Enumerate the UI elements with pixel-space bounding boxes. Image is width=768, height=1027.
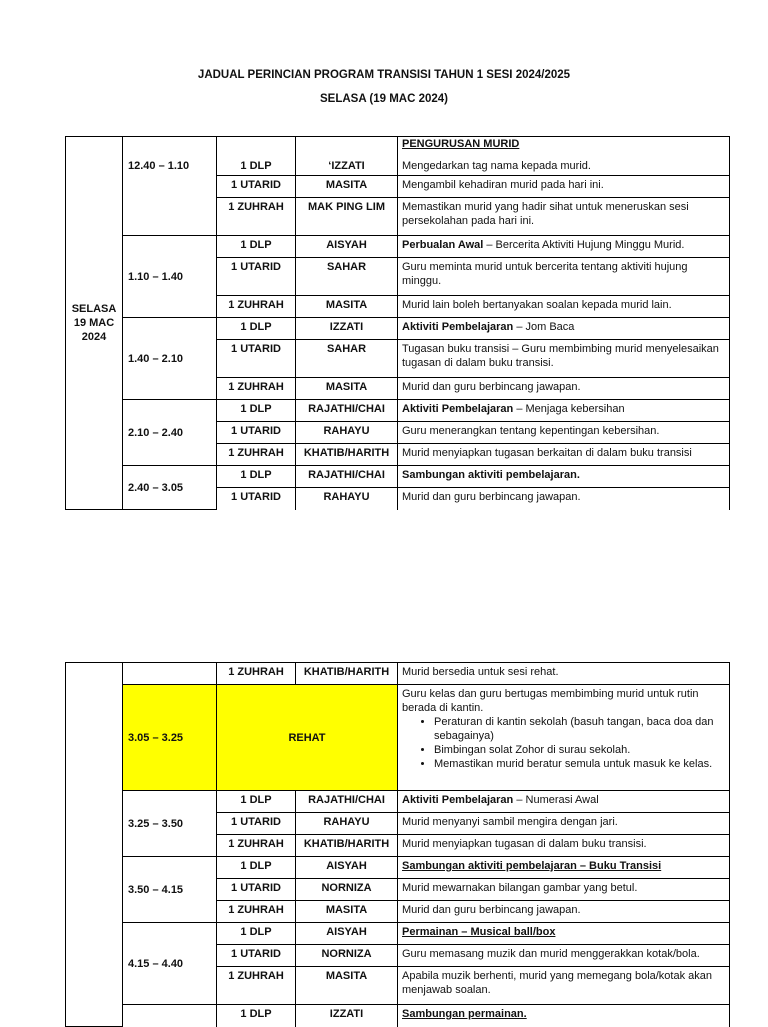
class-cell: 1 UTARID (217, 422, 296, 444)
activity-cell: Guru menerangkan tentang kepentingan kebersihan. (398, 422, 730, 444)
list-item: • Peraturan di kantin sekolah (basuh tangan, baca doa dan sebagainya) (434, 715, 725, 743)
activity-cell: Perbualan Awal – Bercerita Aktiviti Hujung Minggu Murid. (398, 236, 730, 258)
class-cell: 1 UTARID (217, 258, 296, 296)
page-title: JADUAL PERINCIAN PROGRAM TRANSISI TAHUN 1 SESI 2024/2025 (197, 69, 571, 81)
time-slot: 3.05 – 3.25 (123, 685, 217, 791)
activity-cell: Sambungan aktiviti pembelajaran. (398, 466, 730, 488)
class-cell: 1 ZUHRAH (217, 901, 296, 923)
teacher-cell: KHATIB/HARITH (296, 444, 398, 466)
teacher-cell: MASITA (296, 378, 398, 400)
activity-cell: Apabila muzik berhenti, murid yang memegang bola/kotak akan menjawab soalan. (398, 967, 730, 1005)
activity-cell: Murid mewarnakan bilangan gambar yang betul. (398, 879, 730, 901)
class-cell: 1 DLP (217, 318, 296, 340)
activity-cell: Murid menyiapkan tugasan berkaitan di dalam buku transisi (398, 444, 730, 466)
list-item: • Memastikan murid beratur semula untuk masuk ke kelas. (434, 757, 725, 771)
table-row (66, 137, 730, 176)
class-cell: 1 UTARID (217, 176, 296, 198)
teacher-cell: MAK PING LIM (296, 198, 398, 236)
time-slot-empty (123, 663, 217, 685)
time-slot: 3.25 – 3.50 (123, 791, 217, 857)
day-cell-continued (66, 663, 123, 1027)
class-cell: 1 DLP (217, 466, 296, 488)
table-row (66, 791, 730, 813)
class-cell: 1 DLP (217, 923, 296, 945)
class-cell: 1 ZUHRAH (217, 444, 296, 466)
teacher-cell: AISYAH (296, 923, 398, 945)
teacher-cell: SAHAR (296, 340, 398, 378)
activity-cell: Aktiviti Pembelajaran – Numerasi Awal (398, 791, 730, 813)
table-row (66, 857, 730, 879)
table-row (66, 685, 730, 791)
class-cell: 1 UTARID (217, 879, 296, 901)
section-heading: PENGURUSAN MURID (402, 138, 520, 150)
activity-cell: Sambungan permainan. (398, 1005, 730, 1027)
class-cell: 1 ZUHRAH (217, 378, 296, 400)
teacher-cell: ‘IZZATI (296, 137, 398, 176)
table-row (66, 400, 730, 422)
teacher-cell: RAHAYU (296, 488, 398, 510)
class-cell: 1 DLP (217, 137, 296, 176)
class-cell: 1 DLP (217, 857, 296, 879)
table-row (66, 1005, 730, 1027)
time-slot: 2.40 – 3.05 (123, 466, 217, 510)
teacher-cell: MASITA (296, 901, 398, 923)
activity-cell: Guru kelas dan guru bertugas membimbing murid untuk rutin berada di kantin. • Peraturan di kantin sekolah (basuh tangan, baca doa dan sebagainya) • Bimbingan solat Zohor di surau sekolah. • Memastikan murid beratur semula untuk masuk ke kelas. (398, 685, 730, 791)
class-cell: 1 DLP (217, 1005, 296, 1027)
teacher-cell: KHATIB/HARITH (296, 663, 398, 685)
activity-cell: Sambungan aktiviti pembelajaran – Buku Transisi (398, 857, 730, 879)
list-item: • Bimbingan solat Zohor di surau sekolah. (434, 743, 725, 757)
activity-cell: Murid menyiapkan tugasan di dalam buku transisi. (398, 835, 730, 857)
time-slot: 1.10 – 1.40 (123, 236, 217, 318)
teacher-cell: KHATIB/HARITH (296, 835, 398, 857)
rehat-label: REHAT (217, 685, 398, 791)
teacher-cell: MASITA (296, 296, 398, 318)
activity-cell: Memastikan murid yang hadir sihat untuk meneruskan sesi persekolahan pada hari ini. (398, 198, 730, 236)
rehat-list (402, 715, 725, 771)
teacher-cell: NORNIZA (296, 945, 398, 967)
teacher-cell: NORNIZA (296, 879, 398, 901)
activity-cell: Murid bersedia untuk sesi rehat. (398, 663, 730, 685)
teacher-cell: AISYAH (296, 857, 398, 879)
teacher-cell: AISYAH (296, 236, 398, 258)
activity-cell: Mengambil kehadiran murid pada hari ini. (398, 176, 730, 198)
class-cell: 1 ZUHRAH (217, 198, 296, 236)
class-cell: 1 DLP (217, 400, 296, 422)
activity-cell: Murid dan guru berbincang jawapan. (398, 488, 730, 510)
class-cell: 1 ZUHRAH (217, 835, 296, 857)
class-cell: 1 UTARID (217, 488, 296, 510)
time-slot: 2.10 – 2.40 (123, 400, 217, 466)
activity-cell: Guru meminta murid untuk bercerita tentang aktiviti hujung minggu. (398, 258, 730, 296)
class-cell: 1 DLP (217, 236, 296, 258)
teacher-cell: MASITA (296, 967, 398, 1005)
table-row (66, 318, 730, 340)
class-cell: 1 ZUHRAH (217, 967, 296, 1005)
activity-cell: Murid menyanyi sambil mengira dengan jari. (398, 813, 730, 835)
activity-cell: PENGURUSAN MURID Mengedarkan tag nama kepada murid. (398, 137, 730, 176)
table-row (66, 236, 730, 258)
time-slot: 12.40 – 1.10 (123, 137, 217, 236)
time-slot-empty (123, 1005, 217, 1027)
teacher-cell: RAJATHI/CHAI (296, 466, 398, 488)
activity-cell: Murid lain boleh bertanyakan soalan kepada murid lain. (398, 296, 730, 318)
activity-cell: Aktiviti Pembelajaran – Jom Baca (398, 318, 730, 340)
teacher-cell: RAHAYU (296, 422, 398, 444)
activity-cell: Murid dan guru berbincang jawapan. (398, 901, 730, 923)
time-slot: 4.15 – 4.40 (123, 923, 217, 1005)
class-cell: 1 UTARID (217, 340, 296, 378)
day-cell: SELASA 19 MAC 2024 (66, 137, 123, 510)
page-subtitle: SELASA (19 MAC 2024) (319, 93, 449, 105)
class-cell: 1 ZUHRAH (217, 663, 296, 685)
teacher-cell: IZZATI (296, 318, 398, 340)
teacher-cell: RAJATHI/CHAI (296, 791, 398, 813)
table-row (66, 923, 730, 945)
schedule-table-1 (65, 136, 730, 510)
class-cell: 1 UTARID (217, 813, 296, 835)
class-cell: 1 DLP (217, 791, 296, 813)
schedule-table-2 (65, 662, 730, 1027)
teacher-cell: RAHAYU (296, 813, 398, 835)
teacher-cell: MASITA (296, 176, 398, 198)
class-cell: 1 ZUHRAH (217, 296, 296, 318)
activity-cell: Aktiviti Pembelajaran – Menjaga kebersihan (398, 400, 730, 422)
time-slot: 3.50 – 4.15 (123, 857, 217, 923)
time-slot: 1.40 – 2.10 (123, 318, 217, 400)
table-row (66, 466, 730, 488)
teacher-cell: IZZATI (296, 1005, 398, 1027)
class-cell: 1 UTARID (217, 945, 296, 967)
activity-cell: Tugasan buku transisi – Guru membimbing murid menyelesaikan tugasan di dalam buku transisi. (398, 340, 730, 378)
teacher-cell: SAHAR (296, 258, 398, 296)
activity-cell: Guru memasang muzik dan murid menggerakkan kotak/bola. (398, 945, 730, 967)
teacher-cell: RAJATHI/CHAI (296, 400, 398, 422)
table-row (66, 663, 730, 685)
activity-cell: Murid dan guru berbincang jawapan. (398, 378, 730, 400)
activity-cell: Permainan – Musical ball/box (398, 923, 730, 945)
